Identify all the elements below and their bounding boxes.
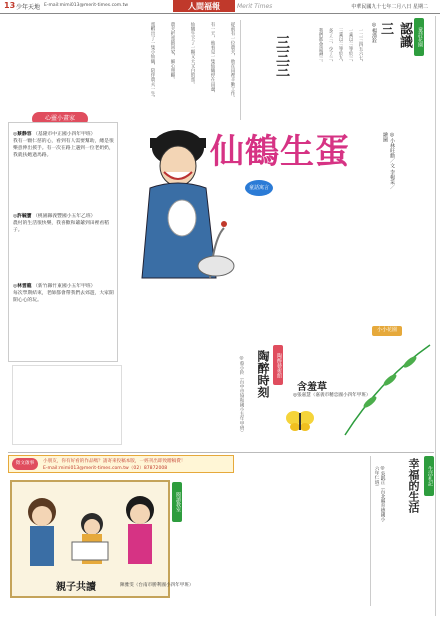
section-divider <box>8 452 434 453</box>
story-paragraph: 蛋孵出了一隻小仙鶴，陪伴農夫一生。 <box>150 22 155 101</box>
qinzi-author: 陳雅雯（台南市勝利國小四年甲班） <box>120 583 194 588</box>
story-paragraph: 有一天，他看見一隻仙鶴停在田邊， <box>210 22 215 96</box>
qinzi-tag: 閱讀教室 <box>172 482 182 522</box>
story-paragraph: 農夫把蛋抱回家，細心照顧。 <box>170 22 175 82</box>
page-number: 13 <box>4 1 16 10</box>
children-poem-tag: 童詩花園 <box>414 18 424 56</box>
big-numeral: 三三三 <box>274 35 290 77</box>
note-body: 我有一顆仁慈的心，看到有人需要幫助，總是很樂意伸出援手。有一次在路上遇到一位老奶奶，我就扶她過馬路。 <box>13 139 114 158</box>
hanxiu-author: ◎張嘉慧（嘉義市精忠國小四年甲班） <box>293 393 371 398</box>
newspaper-logo-sub: Merit Times <box>237 3 273 10</box>
family-drawing <box>12 482 168 572</box>
note-meta: （基隆市中正國小四年甲班） <box>33 132 96 137</box>
poem-author: ◎楊漢銓 <box>371 22 377 43</box>
note-name: ◎林雲龍 <box>13 284 32 289</box>
notice-line: 小朋友，你有好看的作品嗎？請寄來投稿本版，一經刊出即致贈稿費！ <box>43 459 186 464</box>
note-name: ◎蔡静容 <box>13 132 32 137</box>
taozui-tag: 陶醉藝術館 <box>273 345 283 385</box>
notes-panel <box>8 122 118 362</box>
notice-email[interactable]: E-mail:mimi013@merit-times.com.tw（02）87872008 <box>43 466 168 471</box>
poem-line: 一乘以三等於三， <box>348 28 353 65</box>
note-body: 農村的生活很快樂，我喜歡和爺爺到田裡看稻子。 <box>13 221 109 233</box>
butterfly-icon <box>286 410 314 432</box>
column-divider <box>435 16 436 616</box>
section-email[interactable]: E-mail:mimi013@merit-times.com.tw <box>44 3 129 8</box>
note-body: 每次學期結束，老師都會帶我們去郊遊，大家開開心心的玩。 <box>13 291 114 303</box>
story-category-bubble: 童話寓言 <box>245 180 273 196</box>
hanxiu-tag: 小小花園 <box>372 326 402 336</box>
leaf-decoration <box>340 340 435 440</box>
story-author: ◎小林旺勳／文 李楊采／繪圖 <box>382 132 395 190</box>
issue-date: 中華民國九十七年二月八日 星期二 <box>351 4 428 10</box>
poem-title: 認識三 <box>378 22 412 48</box>
xingfu-author: ◎吳凱正（台北縣育德國小六年仁班） <box>374 466 385 522</box>
note-item <box>13 283 115 304</box>
story-title: 仙鶴生蛋 <box>210 132 350 172</box>
note-item <box>13 131 115 159</box>
hanxiu-title: 含羞草 <box>297 382 327 393</box>
xingfu-title: 幸福的生活 <box>407 458 420 513</box>
story-illustration <box>120 108 240 298</box>
poem-line: 多了三，少了三， <box>328 28 333 65</box>
qinzi-title: 親子共讀 <box>56 582 96 593</box>
note-meta: （桃園縣義豐國小五年乙班） <box>33 214 96 219</box>
xingfu-tag: 生活札記 <box>424 456 434 496</box>
contribution-notice <box>8 455 234 473</box>
note-name: ◎許毓寶 <box>13 214 32 219</box>
page-header <box>0 0 440 14</box>
column-divider <box>240 20 241 120</box>
note-meta: （新竹縣竹東國小五年甲班） <box>33 284 96 289</box>
heart-talk-tag: 心靈小畫家 <box>32 112 88 126</box>
poem-line: 三乘以三等於九， <box>338 28 343 65</box>
column-divider <box>370 456 371 606</box>
notice-badge: 徵文啟事 <box>12 458 38 470</box>
story-paragraph: 從前有一位農夫，他在田裡辛勤工作。 <box>230 22 235 101</box>
mid-text-box <box>12 365 122 445</box>
taozui-author: ◎蔡小鈴（台中市協和國小五年甲班） <box>239 356 244 435</box>
section-name: 少年天地 <box>16 4 41 11</box>
story-paragraph: 仙鶴生下了一顆又大又白的蛋。 <box>190 22 195 87</box>
note-item <box>13 213 115 234</box>
poem-line: 我們都會認識三。 <box>318 28 323 65</box>
taozui-title: 陶醉時刻 <box>256 350 270 398</box>
newspaper-logo: 人間福報 <box>173 0 235 12</box>
poem-line: 一二三四五六七， <box>358 28 363 65</box>
